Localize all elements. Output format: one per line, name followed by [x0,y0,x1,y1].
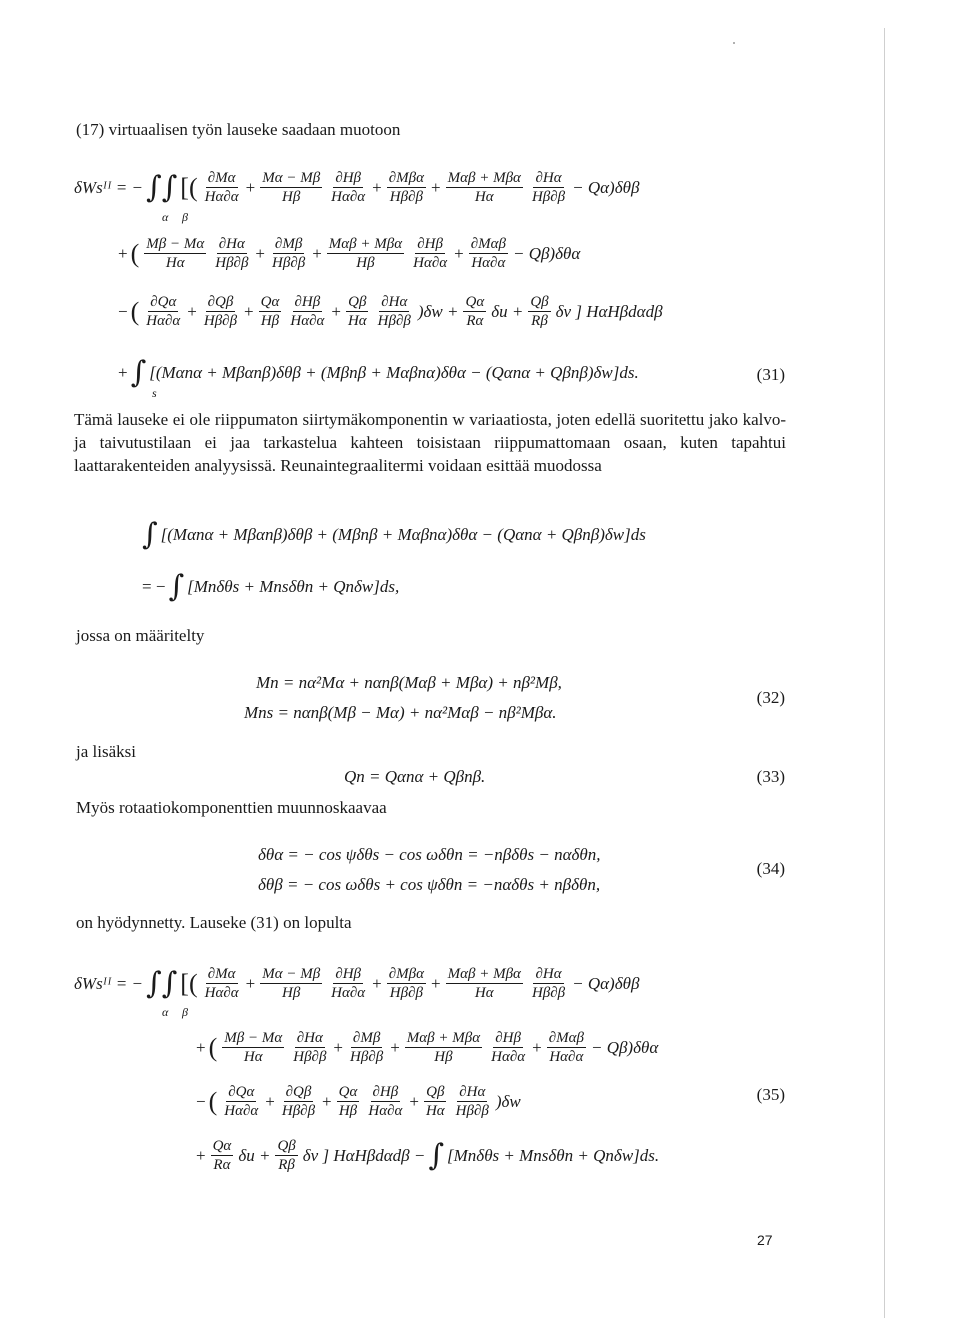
integral-sign: ∫ [428,1137,445,1173]
fraction: $\frac{\text{Mαβ + Mβα}}{H\alpha}$ [447,170,521,205]
besides-line: ja lisäksi [76,742,136,761]
integral-label-beta: β [182,210,188,224]
boundary-line-1: ∫ [(Mαnα + Mβαnβ)δθβ + (Mβnβ + Mαβnα)δθα − (Qαnα + Qβnβ)δw]ds [142,517,646,552]
eq31-row2: + ( $\frac{M\beta - M\alpha}{H\alpha}$ $\frac{\partial H\alpha}{H\beta\partial\beta}$ + $\frac{\partial M\beta}{H\beta\partial\beta}$ + $\frac{\text{Mαβ + Mβα}}{H\beta}$ $\frac{\partial H\beta}{H\alpha\partial\alpha}$ + $\frac{\text{∂Mαβ}}{H\alpha\partial\alpha}$ − Qβ)δθα [118,236,581,271]
body-paragraph: Tämä lauseke ei ole riippumaton siirtymäkomponentin w variaatiosta, joten edellä suoritettu jako kalvo- ja taivutustilaan ei jaa tarkastelua kahteen toisistaan riippumattomaan osaan, kuten tapahtui laattarakenteiden analyysissä. Reunaintegraalitermi voidaan esittää muodossa [74,410,786,475]
integral-label-beta: β [182,1005,188,1019]
fraction: $\frac{Q\alpha}{R\alpha}$ [212,1138,232,1173]
fraction: $\frac{M\beta - M\alpha}{H\alpha}$ [146,236,205,271]
fraction: $\frac{\partial M\alpha}{H\alpha\partial\alpha}$ [204,966,239,1001]
fraction: $\frac{Q\beta}{H\alpha}$ [425,1084,445,1119]
integral-label-alpha: α [162,210,169,224]
integral-sign: ∫ [142,517,158,552]
fraction: $\frac{\partial Q\beta}{H\beta\partial\beta}$ [203,294,238,329]
fraction: $\frac{Q\beta}{R\beta}$ [277,1138,296,1173]
boundary-line-2: = − ∫ [Mnδθs + Mnsδθn + Qnδw]ds, [142,569,400,604]
fraction: $\frac{\partial H\alpha}{H\beta\partial\beta}$ [455,1084,489,1119]
fraction: $\frac{\partial H\beta}{H\alpha\partial\alpha}$ [331,170,366,205]
fraction: $\frac{\partial H\beta}{H\alpha\partial\alpha}$ [368,1084,403,1119]
fraction: $\frac{M\alpha - M\beta}{H\beta}$ [262,966,321,1001]
fraction: $\frac{Q\beta}{R\beta}$ [530,294,549,329]
equation-number-35: (35) [756,1085,785,1104]
eq31-row4: + ∫ [(Mαnα + Mβαnβ)δθβ + (Mβnβ + Mαβnα)δθα − (Qαnα + Qβnβ)δw]ds. [118,355,639,390]
eq32-line1: Mn = nα²Mα + nαnβ(Mαβ + Mβα) + nβ²Mβ, [256,673,562,692]
eq31-lhs: δWsᴵᴵ = − [74,177,144,197]
fraction: $\frac{M\alpha - M\beta}{H\beta}$ [262,170,321,205]
integral-sign: ∫ [168,569,185,604]
equation-number-31: (31) [756,365,785,384]
fraction: $\frac{\partial M\beta}{H\beta\partial\beta}$ [272,236,306,271]
fraction: $\frac{\partial M\beta}{H\beta\partial\beta}$ [350,1030,384,1065]
eq35-row2: + ( $\frac{M\beta - M\alpha}{H\alpha}$ $\frac{\partial H\alpha}{H\beta\partial\beta}$ + $\frac{\partial M\beta}{H\beta\partial\beta}$ + $\frac{\text{Mαβ + Mβα}}{H\beta}$ $\frac{\partial H\beta}{H\alpha\partial\alpha}$ + $\frac{\text{∂Mαβ}}{H\alpha\partial\alpha}$ − Qβ)δθα [196,1030,659,1065]
fraction: $\frac{\partial M\alpha}{H\alpha\partial\alpha}$ [204,170,239,205]
fraction: $\frac{\partial Q\alpha}{H\alpha\partial\alpha}$ [224,1084,259,1119]
fraction: $\frac{M\beta - M\alpha}{H\alpha}$ [224,1030,283,1065]
page-number: 27 [757,1232,773,1248]
fraction: $\frac{\text{∂Mαβ}}{H\alpha\partial\alpha}$ [548,1030,584,1065]
eq33: Qn = Qαnα + Qβnβ. [344,767,486,786]
fraction: $\frac{\text{Mαβ + Mβα}}{H\beta}$ [328,236,403,271]
fraction: $\frac{Q\alpha}{H\beta}$ [338,1084,358,1119]
page-edge-rule [884,28,885,1318]
fraction: $\frac{\partial H\alpha}{H\beta\partial\beta}$ [531,170,566,205]
fraction: $\frac{\partial Q\alpha}{H\alpha\partial\alpha}$ [146,294,181,329]
scan-speck [733,42,735,44]
fraction: $\frac{\text{∂Mβα}}{H\beta\partial\beta}$ [388,966,425,1001]
eq35-row1: δWsᴵᴵ = − ∫∫ [( $\frac{\partial M\alpha}{H\alpha\partial\alpha}$ + $\frac{M\alpha - M\beta}{H\beta}$ $\frac{\partial H\beta}{H\alpha\partial\alpha}$ + $\frac{\text{∂Mβα}}{H\beta\partial\beta}$ + $\frac{\text{Mαβ + Mβα}}{H\alpha}$ $\frac{\partial H\alpha}{H\beta\partial\beta}$ − Qα)δθβ [74,965,640,1001]
defined-line: jossa on määritelty [76,626,205,645]
rotation-line: Myös rotaatiokomponenttien muunnoskaavaa [76,798,387,817]
fraction: $\frac{\text{Mαβ + Mβα}}{H\alpha}$ [447,966,521,1001]
eq35-row4: + $\frac{Q\alpha}{R\alpha}$ δu + $\frac{Q\beta}{R\beta}$ δv ] HαHβdαdβ − ∫ [Mnδθs + Mnsδθn + Qnδw]ds. [196,1137,660,1173]
fraction: $\frac{\partial Q\beta}{H\beta\partial\beta}$ [281,1084,316,1119]
fraction: $\frac{\partial H\alpha}{H\beta\partial\beta}$ [377,294,411,329]
eq34-line1: δθα = − cos ψδθs − cos ωδθn = −nβδθs − nαδθn, [258,845,601,864]
integral-sign: ∫∫ [146,169,178,205]
fraction: $\frac{Q\alpha}{H\beta}$ [260,294,280,329]
integral-label-s: s [152,386,157,400]
fraction: $\frac{Q\beta}{H\alpha}$ [347,294,367,329]
fraction: $\frac{\partial H\beta}{H\alpha\partial\alpha}$ [331,966,366,1001]
equation-number-33: (33) [756,767,785,786]
fraction: $\frac{\text{∂Mαβ}}{H\alpha\partial\alpha}$ [470,236,506,271]
fraction: $\frac{\partial H\beta}{H\alpha\partial\alpha}$ [491,1030,526,1065]
fraction: $\frac{Q\alpha}{R\alpha}$ [465,294,485,329]
integral-sign: ∫ [130,355,147,390]
fraction: $\frac{\text{∂Mβα}}{H\beta\partial\beta}$ [388,170,425,205]
eq31-row1: δWsᴵᴵ = − ∫∫ [( $\frac{\partial M\alpha}{H\alpha\partial\alpha}$ + $\frac{M\alpha - M\beta}{H\beta}$ $\frac{\partial H\beta}{H\alpha\partial\alpha}$ + $\frac{\text{∂Mβα}}{H\beta\partial\beta}$ + $\frac{\text{Mαβ + Mβα}}{H\alpha}$ $\frac{\partial H\alpha}{H\beta\partial\beta}$ − Qα)δθβ [74,169,640,205]
fraction: $\frac{\partial H\alpha}{H\beta\partial\beta}$ [531,966,566,1001]
eq35-row3: − ( $\frac{\partial Q\alpha}{H\alpha\partial\alpha}$ + $\frac{\partial Q\beta}{H\beta\partial\beta}$ + $\frac{Q\alpha}{H\beta}$ $\frac{\partial H\beta}{H\alpha\partial\alpha}$ + $\frac{Q\beta}{H\alpha}$ $\frac{\partial H\alpha}{H\beta\partial\beta}$ )δw [196,1084,521,1119]
fraction: $\frac{\text{Mαβ + Mβα}}{H\beta}$ [406,1030,481,1065]
bracket: [( [180,172,198,202]
fraction: $\frac{\partial H\beta}{H\alpha\partial\alpha}$ [413,236,448,271]
eq34-line2: δθβ = − cos ωδθs + cos ψδθn = −nαδθs + nβδθn, [258,875,601,894]
final-line: on hyödynnetty. Lauseke (31) on lopulta [76,913,352,932]
eq32-line2: Mns = nαnβ(Mβ − Mα) + nα²Mαβ − nβ²Mβα. [244,703,557,722]
eq31-row3: − ( $\frac{\partial Q\alpha}{H\alpha\partial\alpha}$ + $\frac{\partial Q\beta}{H\beta\partial\beta}$ + $\frac{Q\alpha}{H\beta}$ $\frac{\partial H\beta}{H\alpha\partial\alpha}$ + $\frac{Q\beta}{H\alpha}$ $\frac{\partial H\alpha}{H\beta\partial\beta}$ )δw + $\frac{Q\alpha}{R\alpha}$ δu + $\frac{Q\beta}{R\beta}$ δv ] HαHβdαdβ [118,294,663,329]
intro-line: (17) virtuaalisen työn lauseke saadaan muotoon [76,120,401,139]
equation-number-32: (32) [756,688,785,707]
equation-number-34: (34) [756,859,785,878]
fraction: $\frac{\partial H\alpha}{H\beta\partial\beta}$ [293,1030,327,1065]
integral-label-alpha: α [162,1005,169,1019]
fraction: $\frac{\partial H\alpha}{H\beta\partial\beta}$ [215,236,249,271]
integral-sign: ∫∫ [146,965,178,1001]
fraction: $\frac{\partial H\beta}{H\alpha\partial\alpha}$ [290,294,325,329]
